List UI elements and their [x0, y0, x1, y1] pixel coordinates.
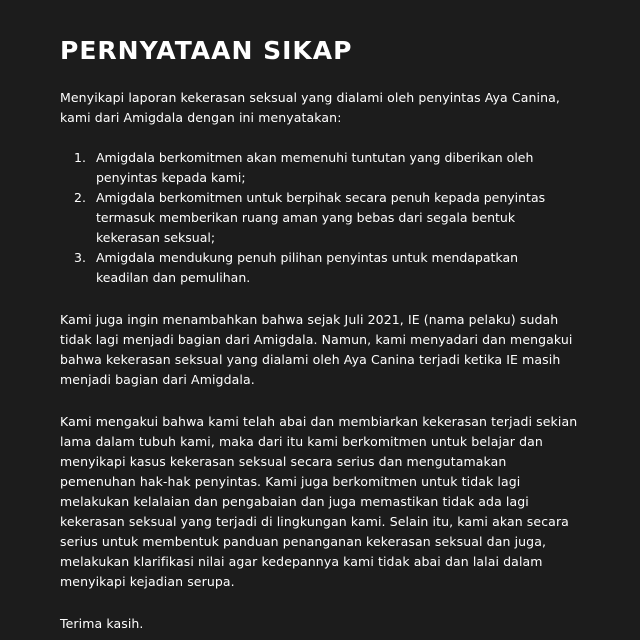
list-item-text: Amigdala berkomitmen untuk berpihak secara penuh kepada penyintas termasuk memberikan ruang aman yang bebas dari segala bentuk kekerasan seksual;: [96, 190, 546, 245]
paragraph-membership: Kami juga ingin menambahkan bahwa sejak Juli 2021, IE (nama pelaku) sudah tidak lagi menjadi bagian dari Amigdala. Namun, kami menyadari dan mengakui bahwa kekerasan seksual yang dialami oleh Aya Canina terjadi ketika IE masih menjadi bagian dari Amigdala.: [60, 312, 573, 387]
list-item-number: 3.: [74, 250, 86, 265]
list-item: [60, 148, 566, 188]
list-item: [60, 188, 566, 248]
list-item-text: Amigdala mendukung penuh pilihan penyintas untuk mendapatkan keadilan dan pemulihan.: [96, 250, 519, 285]
closing-text: Terima kasih.: [60, 616, 144, 631]
list-item-number: 1.: [74, 150, 86, 165]
paragraph-commitment: Kami mengakui bahwa kami telah abai dan membiarkan kekerasan terjadi sekian lama dalam tubuh kami, maka dari itu kami berkomitmen untuk belajar dan menyikapi kasus kekerasan seksual secara serius dan mengutamakan pemenuhan hak-hak penyintas. Kami juga berkomitmen untuk tidak lagi melakukan kelalaian dan pengabaian dan juga memastikan tidak ada lagi kekerasan seksual yang terjadi di lingkungan kami. Selain itu, kami akan secara serius untuk membentuk panduan penanganan kekerasan seksual dan juga, melakukan klarifikasi nilai agar kedepannya kami tidak abai dan lalai dalam menyikapi kejadian serupa.: [60, 414, 578, 589]
list-item: [60, 248, 566, 288]
intro-paragraph: Menyikapi laporan kekerasan seksual yang dialami oleh penyintas Aya Canina, kami dari Amigdala dengan ini menyatakan:: [60, 90, 560, 125]
statement-list: [60, 148, 600, 288]
list-item-text: Amigdala berkomitmen akan memenuhi tuntutan yang diberikan oleh penyintas kepada kami;: [96, 150, 534, 185]
list-item-number: 2.: [74, 190, 86, 205]
document-title: PERNYATAAN SIKAP: [60, 36, 353, 65]
